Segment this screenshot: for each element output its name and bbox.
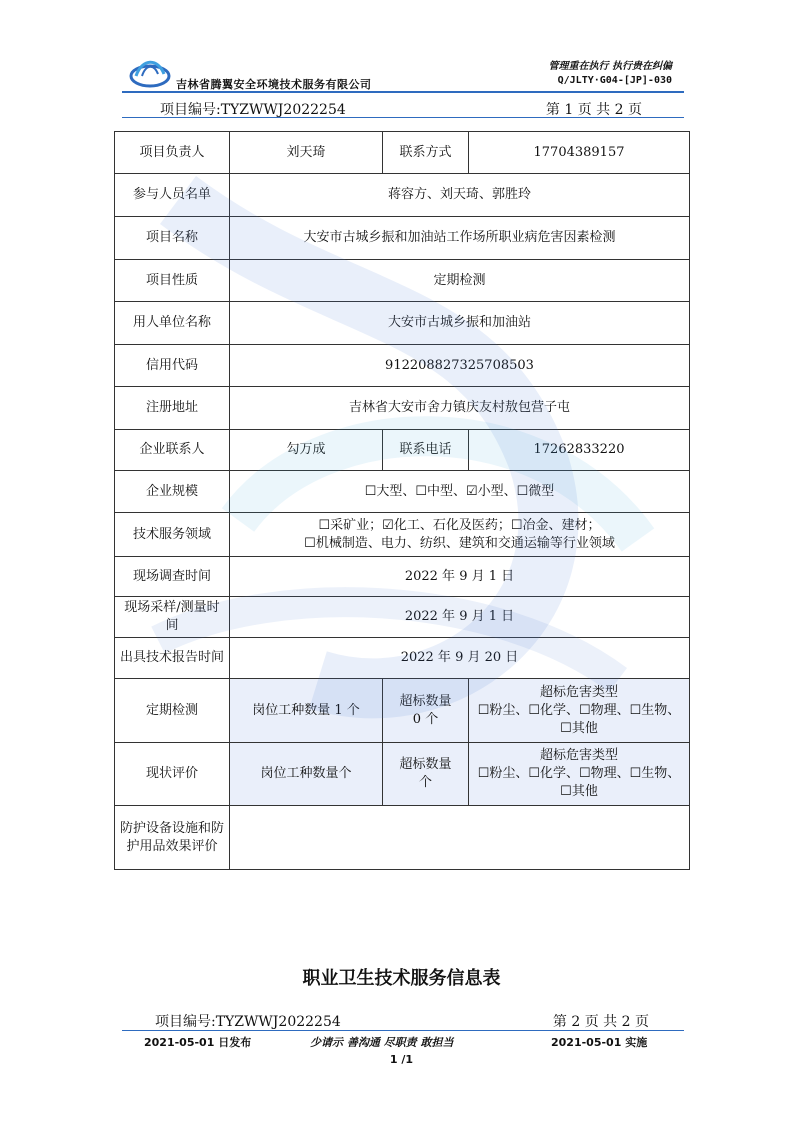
service-field-line-1: ☐采矿业；☑化工、石化及医药；☐冶金、建材； (318, 517, 601, 533)
label-credit-code: 信用代码 (115, 345, 230, 387)
table-row (115, 430, 690, 471)
status-hazard-items: ☐粉尘、☐化学、☐物理、☐生物、☐其他 (477, 766, 681, 799)
header-divider (122, 91, 684, 93)
table-row (115, 471, 690, 513)
table-row (115, 679, 690, 743)
slogan: 管理重在执行 执行贵在纠偏 (548, 61, 672, 72)
label-contact-phone: 联系电话 (383, 430, 469, 471)
status-hazard-types (469, 743, 690, 806)
label-enterprise-scale: 企业规模 (115, 471, 230, 513)
footer-motto: 少请示 善沟通 尽职责 敢担当 (310, 1036, 454, 1049)
table-row (115, 513, 690, 557)
page-indicator-2: 第 2 页 共 2 页 (552, 1014, 649, 1030)
project-divider-2 (122, 1030, 684, 1031)
table-row (115, 638, 690, 679)
value-protective-evaluation (230, 806, 690, 870)
periodic-over-label: 超标数量 (399, 693, 452, 709)
table-row (115, 132, 690, 174)
label-employer-name: 用人单位名称 (115, 302, 230, 345)
label-report-time: 出具技术报告时间 (115, 638, 230, 679)
label-protective-evaluation: 防护设备设施和防护用品效果评价 (115, 806, 230, 870)
value-registered-address: 吉林省大安市舍力镇庆友村敖包营子屯 (230, 387, 690, 430)
status-over-count (383, 743, 469, 806)
label-project-nature: 项目性质 (115, 260, 230, 302)
value-contact-phone: 17262833220 (469, 430, 690, 471)
service-field-line-2: ☐机械制造、电力、纺织、建筑和交通运输等行业领域 (304, 535, 615, 551)
project-number-2: 项目编号:TYZWWJ2022254 (155, 1014, 341, 1030)
status-hazard-title: 超标危害类型 (539, 748, 618, 763)
value-project-name: 大安市古城乡振和加油站工作场所职业病危害因素检测 (230, 217, 690, 260)
page-indicator: 第 1 页 共 2 页 (545, 102, 642, 118)
periodic-position-count: 岗位工种数量 1 个 (230, 679, 383, 743)
label-periodic-detection: 定期检测 (115, 679, 230, 743)
effective-date: 2021-05-01 实施 (551, 1036, 648, 1049)
table-row (115, 345, 690, 387)
value-project-leader: 刘天琦 (230, 132, 383, 174)
periodic-hazard-types (469, 679, 690, 743)
value-employer-name: 大安市古城乡振和加油站 (230, 302, 690, 345)
value-enterprise-contact: 勾万成 (230, 430, 383, 471)
label-service-field: 技术服务领域 (115, 513, 230, 557)
label-sampling-time: 现场采样/测量时间 (115, 597, 230, 638)
status-position-count: 岗位工种数量个 (230, 743, 383, 806)
label-enterprise-contact: 企业联系人 (115, 430, 230, 471)
project-divider (122, 117, 684, 118)
project-number: 项目编号:TYZWWJ2022254 (160, 102, 346, 118)
value-contact: 17704389157 (469, 132, 690, 174)
value-report-time: 2022 年 9 月 20 日 (230, 638, 690, 679)
periodic-over-count (383, 679, 469, 743)
company-name: 吉林省腾翼安全环境技术服务有限公司 (176, 78, 372, 91)
service-info-table (114, 131, 690, 870)
value-survey-time: 2022 年 9 月 1 日 (230, 557, 690, 597)
label-status-evaluation: 现状评价 (115, 743, 230, 806)
label-registered-address: 注册地址 (115, 387, 230, 430)
label-participants: 参与人员名单 (115, 174, 230, 217)
value-enterprise-scale: ☐大型、☐中型、☑小型、☐微型 (230, 471, 690, 513)
value-project-nature: 定期检测 (230, 260, 690, 302)
value-sampling-time: 2022 年 9 月 1 日 (230, 597, 690, 638)
issue-date: 2021-05-01 日发布 (144, 1036, 252, 1049)
label-project-name: 项目名称 (115, 217, 230, 260)
value-service-field (230, 513, 690, 557)
label-project-leader: 项目负责人 (115, 132, 230, 174)
company-logo-icon (128, 54, 172, 90)
periodic-hazard-title: 超标危害类型 (539, 684, 618, 700)
table-row (115, 217, 690, 260)
table-row (115, 557, 690, 597)
label-contact: 联系方式 (383, 132, 469, 174)
table-row (115, 806, 690, 870)
table-row (115, 174, 690, 217)
table-row (115, 743, 690, 806)
table-row (115, 387, 690, 430)
periodic-hazard-items: ☐粉尘、☐化学、☐物理、☐生物、☐其他 (477, 702, 681, 736)
page-title: 职业卫生技术服务信息表 (302, 968, 501, 989)
label-survey-time: 现场调查时间 (115, 557, 230, 597)
document-code: Q/JLTY·G04-[JP]-030 (557, 75, 672, 86)
status-over-value: 个 (418, 775, 432, 790)
status-over-label: 超标数量 (399, 757, 452, 772)
table-row (115, 597, 690, 638)
page-number: 1 /1 (389, 1053, 414, 1066)
periodic-over-value: 0 个 (412, 711, 439, 727)
table-row (115, 260, 690, 302)
table-row (115, 302, 690, 345)
value-participants: 蒋容方、刘天琦、郭胜玲 (230, 174, 690, 217)
value-credit-code: 912208827325708503 (230, 345, 690, 387)
